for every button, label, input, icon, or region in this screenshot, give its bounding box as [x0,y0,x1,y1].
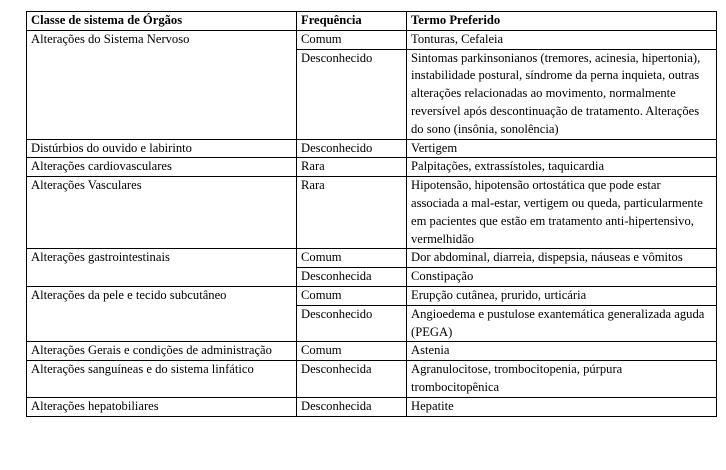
adverse-reactions-table [26,11,717,417]
table-header-row [27,12,717,31]
header-frequency: Frequência [297,12,407,31]
system-class-cell: Alterações gastrointestinais [27,249,297,287]
table-row [27,30,717,49]
frequency-cell: Rara [297,158,407,177]
table-row [27,397,717,416]
table-row [27,177,717,249]
preferred-term-cell: Sintomas parkinsonianos (tremores, acinesia, hipertonia), instabilidade postural, síndrome da perna inquieta, outras alterações relacionadas ao movimento, normalmente reversível após descontinuação de tratamento. Alterações do sono (insônia, sonolência) [407,49,717,139]
preferred-term-cell: Tonturas, Cefaleia [407,30,717,49]
system-class-cell: Alterações da pele e tecido subcutâneo [27,286,297,341]
table-row [27,286,717,305]
preferred-term-cell: Agranulocitose, trombocitopenia, púrpura trombocitopênica [407,361,717,398]
preferred-term-cell: Dor abdominal, diarreia, dispepsia, náuseas e vômitos [407,249,717,268]
table-row [27,139,717,158]
preferred-term-cell: Palpitações, extrassístoles, taquicardia [407,158,717,177]
preferred-term-cell: Hepatite [407,397,717,416]
frequency-cell: Desconhecido [297,49,407,139]
header-preferred-term: Termo Preferido [407,12,717,31]
preferred-term-cell: Erupção cutânea, prurido, urticária [407,286,717,305]
frequency-cell: Rara [297,177,407,249]
frequency-cell: Comum [297,249,407,268]
system-class-cell: Alterações Gerais e condições de administração [27,342,297,361]
frequency-cell: Desconhecida [297,268,407,287]
table-row [27,342,717,361]
frequency-cell: Comum [297,30,407,49]
frequency-cell: Desconhecida [297,397,407,416]
preferred-term-cell: Astenia [407,342,717,361]
system-class-cell: Alterações Vasculares [27,177,297,249]
system-class-cell: Alterações sanguíneas e do sistema linfático [27,361,297,398]
system-class-cell: Distúrbios do ouvido e labirinto [27,139,297,158]
table-row [27,158,717,177]
system-class-cell: Alterações do Sistema Nervoso [27,30,297,139]
frequency-cell: Desconhecido [297,139,407,158]
preferred-term-cell: Vertigem [407,139,717,158]
table-row [27,361,717,398]
frequency-cell: Comum [297,286,407,305]
system-class-cell: Alterações hepatobiliares [27,397,297,416]
frequency-cell: Comum [297,342,407,361]
frequency-cell: Desconhecido [297,305,407,342]
system-class-cell: Alterações cardiovasculares [27,158,297,177]
table-row [27,249,717,268]
preferred-term-cell: Angioedema e pustulose exantemática generalizada aguda (PEGA) [407,305,717,342]
preferred-term-cell: Constipação [407,268,717,287]
header-system-class: Classe de sistema de Órgãos [27,12,297,31]
frequency-cell: Desconhecida [297,361,407,398]
preferred-term-cell: Hipotensão, hipotensão ortostática que pode estar associada a mal-estar, vertigem ou queda, particularmente em pacientes que estão em tratamento anti-hipertensivo, vermelhidão [407,177,717,249]
